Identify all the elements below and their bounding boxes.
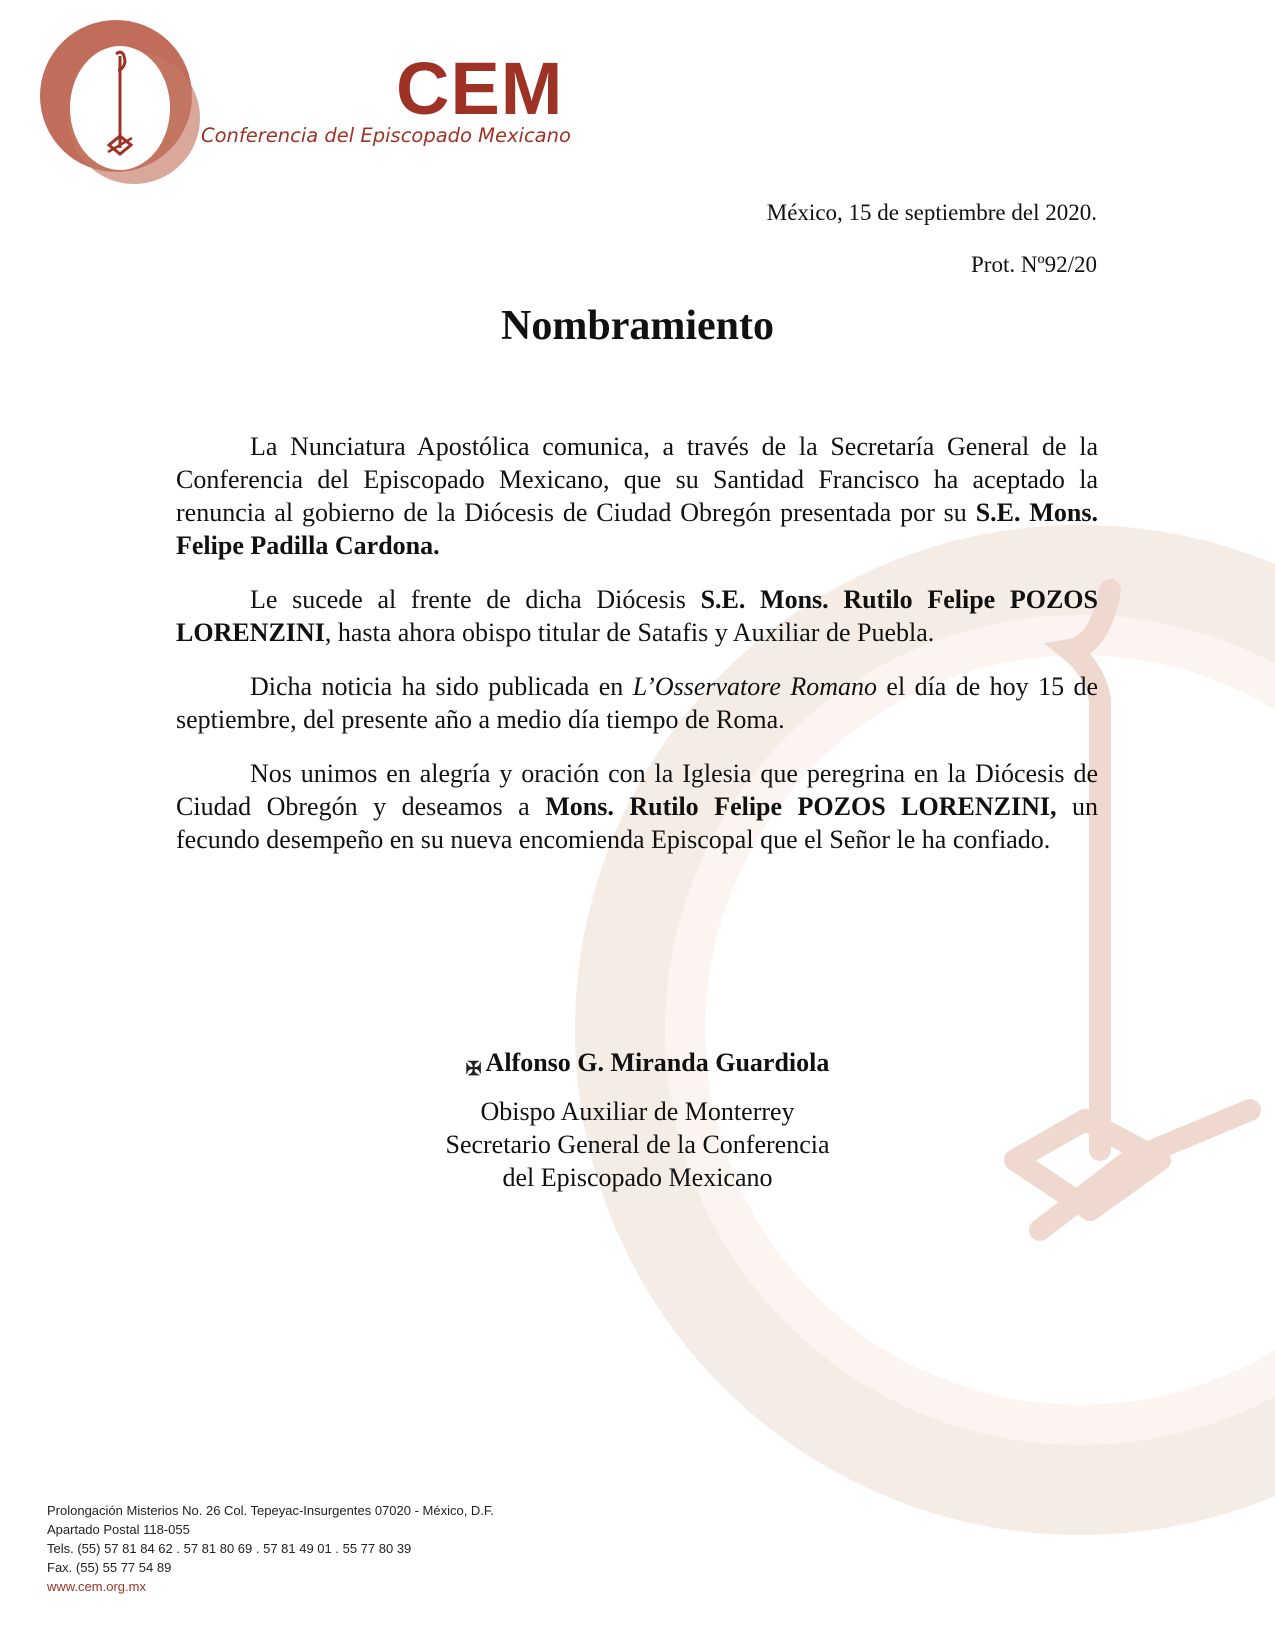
paragraph-2-bold: S.E. Mons. Rutilo Felipe POZOS LORENZINI [176, 585, 1098, 647]
paragraph-3-italic: L’Osservatore Romano [632, 672, 878, 701]
paragraph-2-text-c: , hasta ahora obispo titular de Satafis y Auxiliar de Puebla. [324, 618, 935, 647]
signatory-role-1: Obispo Auxiliar de Monterrey [480, 1097, 795, 1126]
paragraph-4-text-a: Nos unimos en alegría y oración con la Iglesia que peregrina en la Diócesis de Ciudad Obregón y deseamos a [176, 759, 1098, 821]
footer-address: Prolongación Misterios No. 26 Col. Tepeyac-Insurgentes 07020 - México, D.F. [47, 1503, 495, 1518]
paragraph-2 [176, 583, 1098, 649]
paragraph-4-bold: Mons. Rutilo Felipe POZOS LORENZINI, [545, 792, 1057, 821]
footer-phones: Tels. (55) 57 81 84 62 . 57 81 80 69 . 57 81 49 01 . 55 77 80 39 [47, 1541, 412, 1556]
paragraph-4 [176, 757, 1098, 856]
footer-fax: Fax. (55) 55 77 54 89 [47, 1560, 172, 1575]
signatory-roles [0, 1095, 1275, 1194]
footer-po-box: Apartado Postal 118-055 [47, 1522, 190, 1537]
paragraph-2-text-a: Le sucede al frente de dicha Diócesis [250, 585, 701, 614]
signatory-name: Alfonso G. Miranda Guardiola [485, 1048, 830, 1077]
protocol-number: Prot. Nº92/20 [971, 252, 1097, 277]
letter-body [176, 430, 1098, 877]
paragraph-3 [176, 670, 1098, 736]
letter-date: México, 15 de septiembre del 2020. [766, 200, 1097, 225]
logo-acronym: CEM [396, 47, 564, 130]
signatory-role-3: del Episcopado Mexicano [502, 1163, 773, 1192]
paragraph-3-text-a: Dicha noticia ha sido publicada en [250, 672, 633, 701]
paragraph-1-bold: S.E. Mons. Felipe Padilla Cardona. [176, 498, 1099, 560]
letter-title: Nombramiento [501, 303, 774, 349]
paragraph-3-text-c: el día de hoy 15 de septiembre, del presente año a medio día tiempo de Roma. [176, 672, 1098, 734]
signatory-role-2: Secretario General de la Conferencia [445, 1130, 830, 1159]
cem-logo-emblem [38, 18, 208, 188]
signature-block [0, 1046, 1275, 1194]
logo-full-name: Conferencia del Episcopado Mexicano [201, 124, 571, 147]
footer-website-link[interactable]: www.cem.org.mx [47, 1579, 146, 1594]
footer-contact [47, 1501, 494, 1596]
episcopal-cross-icon: ✠ [465, 1059, 482, 1080]
signatory-name-line [20, 1046, 1275, 1087]
paragraph-1 [176, 430, 1098, 562]
paragraph-1-text: La Nunciatura Apostólica comunica, a través de la Secretaría General de la Conferencia del Episcopado Mexicano, que su Santidad Francisco ha aceptado la renuncia al gobierno de la Diócesis de Ciudad Obregón presentada por su [176, 432, 1098, 527]
paragraph-4-text-c: un fecundo desempeño en su nueva encomienda Episcopal que el Señor le ha confiado. [176, 792, 1099, 854]
